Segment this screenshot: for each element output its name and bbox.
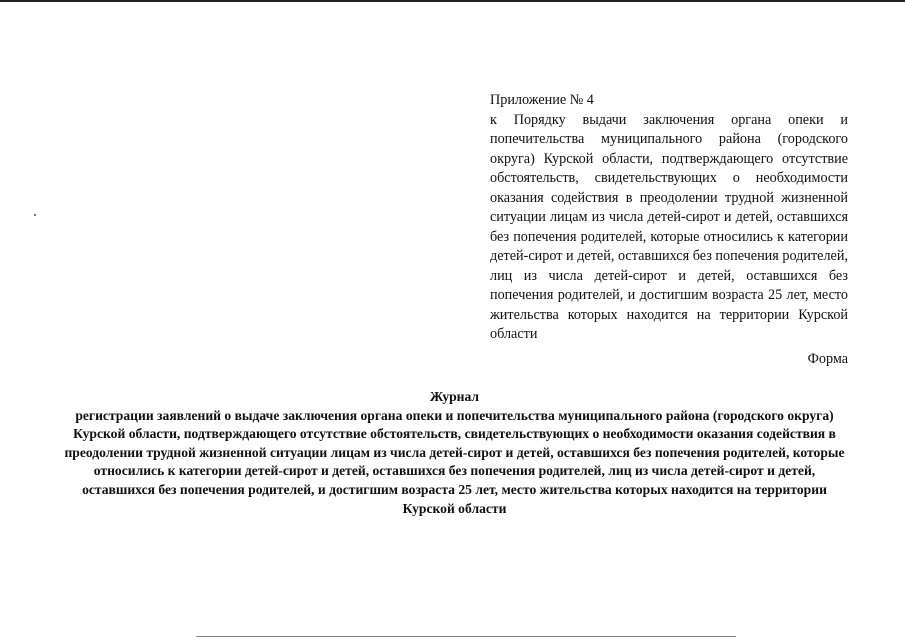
bottom-edge-line [196, 636, 736, 637]
appendix-text: к Порядку выдачи заключения органа опеки и попечительства муниципального района (городского округа) Курской области, подтверждающего отсутствие обстоятельств, свидетельствующих о необходимости оказания содействия в преодолении трудной жизненной ситуации лицам из числа детей-сирот и детей, оставшихся без попечения родителей, которые относились к категории детей-сирот и детей, оставшихся без попечения родителей, лиц из числа детей-сирот и детей, оставшихся без попечения родителей, и достигшим возраста 25 лет, место жительства которых находится на территории Курской области [490, 111, 848, 342]
top-border-line [0, 0, 905, 2]
appendix-block [490, 91, 848, 345]
scan-speck [34, 214, 36, 216]
journal-heading [60, 388, 849, 518]
journal-title: Журнал [429, 389, 480, 404]
appendix-title: Приложение № 4 [490, 92, 594, 108]
form-label: Форма [807, 351, 848, 367]
journal-subtitle: регистрации заявлений о выдаче заключения органа опеки и попечительства муниципального района (городского округа) Курской области, подтверждающего отсутствие обстоятельств, свидетельствующих о необходимости оказания содействия в преодолении трудной жизненной ситуации лицам из числа детей-сирот и детей, оставшихся без попечения родителей, которые относились к категории детей-сирот и детей, оставшихся без попечения родителей, лиц из числа детей-сирот и детей, оставшихся без попечения родителей, и достигшим возраста 25 лет, место жительства которых находится на территории Курской области [64, 407, 845, 516]
